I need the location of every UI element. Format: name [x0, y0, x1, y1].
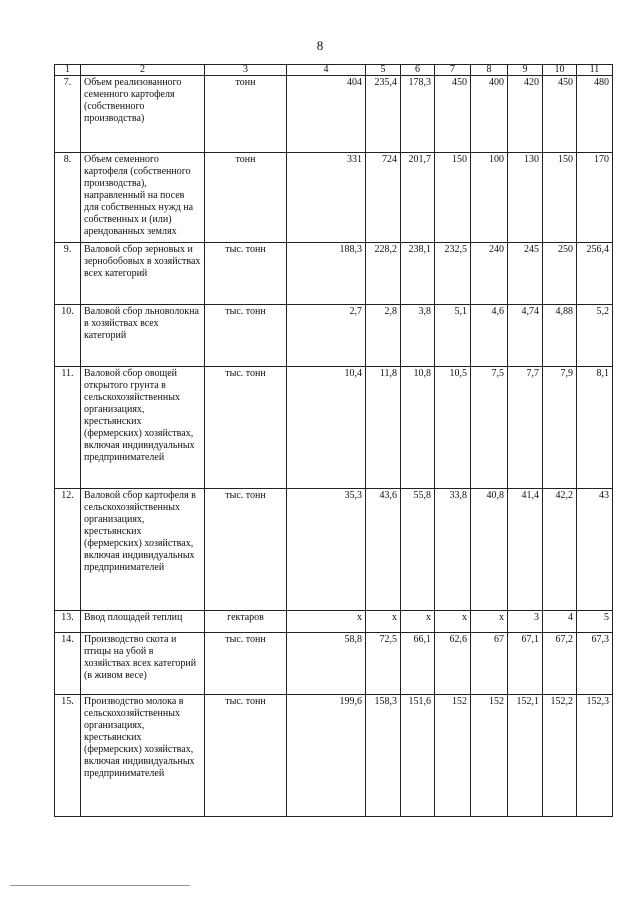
page-number: 8	[316, 38, 324, 53]
value-cell: 151,6	[401, 695, 435, 817]
indicator-name: Валовой сбор зерновых и зернобобовых в хозяйствах всех категорий	[81, 243, 205, 305]
value-cell: 152	[435, 695, 471, 817]
header-cell: 10	[543, 65, 577, 76]
value-cell: 66,1	[401, 633, 435, 695]
unit-cell: тыс. тонн	[205, 243, 287, 305]
value-cell: 40,8	[471, 489, 508, 611]
value-cell: 400	[471, 76, 508, 153]
value-cell: 150	[435, 153, 471, 243]
value-cell: 450	[435, 76, 471, 153]
header-cell: 3	[205, 65, 287, 76]
header-row	[55, 65, 613, 76]
unit-cell: тыс. тонн	[205, 633, 287, 695]
unit-cell: тыс. тонн	[205, 695, 287, 817]
value-cell: 4,6	[471, 305, 508, 367]
value-cell: 250	[543, 243, 577, 305]
unit-cell: тонн	[205, 153, 287, 243]
indicator-name: Валовой сбор картофеля в сельскохозяйственных организациях, крестьянских (фермерских) хозяйствах, включая индивидуальных предпринимателей	[81, 489, 205, 611]
header-cell: 9	[508, 65, 543, 76]
indicator-name: Ввод площадей теплиц	[81, 611, 205, 633]
row-number: 11.	[55, 367, 81, 489]
value-cell: 41,4	[508, 489, 543, 611]
value-cell: 170	[577, 153, 613, 243]
value-cell: 33,8	[435, 489, 471, 611]
value-cell: 43	[577, 489, 613, 611]
value-cell: 55,8	[401, 489, 435, 611]
value-cell: 43,6	[366, 489, 401, 611]
table-row	[55, 153, 613, 243]
value-cell: 245	[508, 243, 543, 305]
value-cell: х	[435, 611, 471, 633]
value-cell: 2,7	[287, 305, 366, 367]
unit-cell: тыс. тонн	[205, 489, 287, 611]
indicators-table	[54, 64, 613, 817]
value-cell: 404	[287, 76, 366, 153]
value-cell: 199,6	[287, 695, 366, 817]
header-cell: 1	[55, 65, 81, 76]
value-cell: 67,2	[543, 633, 577, 695]
header-cell: 4	[287, 65, 366, 76]
value-cell: 188,3	[287, 243, 366, 305]
table-row	[55, 76, 613, 153]
indicator-name: Производство скота и птицы на убой в хозяйствах всех категорий (в живом весе)	[81, 633, 205, 695]
table-row	[55, 305, 613, 367]
value-cell: 4	[543, 611, 577, 633]
value-cell: 450	[543, 76, 577, 153]
value-cell: х	[401, 611, 435, 633]
value-cell: 42,2	[543, 489, 577, 611]
value-cell: 3	[508, 611, 543, 633]
value-cell: 228,2	[366, 243, 401, 305]
value-cell: 7,7	[508, 367, 543, 489]
value-cell: 10,5	[435, 367, 471, 489]
header-cell: 8	[471, 65, 508, 76]
value-cell: 8,1	[577, 367, 613, 489]
value-cell: 232,5	[435, 243, 471, 305]
footer-divider	[10, 885, 190, 886]
value-cell: 240	[471, 243, 508, 305]
value-cell: 150	[543, 153, 577, 243]
value-cell: 72,5	[366, 633, 401, 695]
table-row	[55, 695, 613, 817]
row-number: 13.	[55, 611, 81, 633]
value-cell: 5	[577, 611, 613, 633]
value-cell: 7,5	[471, 367, 508, 489]
row-number: 14.	[55, 633, 81, 695]
value-cell: 5,1	[435, 305, 471, 367]
value-cell: х	[366, 611, 401, 633]
header-cell: 6	[401, 65, 435, 76]
value-cell: 152	[471, 695, 508, 817]
value-cell: 67,3	[577, 633, 613, 695]
value-cell: 152,3	[577, 695, 613, 817]
row-number: 9.	[55, 243, 81, 305]
value-cell: 152,1	[508, 695, 543, 817]
value-cell: 58,8	[287, 633, 366, 695]
value-cell: 235,4	[366, 76, 401, 153]
unit-cell: тыс. тонн	[205, 367, 287, 489]
table-row	[55, 367, 613, 489]
value-cell: 178,3	[401, 76, 435, 153]
value-cell: 62,6	[435, 633, 471, 695]
row-number: 8.	[55, 153, 81, 243]
value-cell: 724	[366, 153, 401, 243]
indicator-name: Валовой сбор льноволокна в хозяйствах всех категорий	[81, 305, 205, 367]
table-row	[55, 633, 613, 695]
unit-cell: тонн	[205, 76, 287, 153]
value-cell: 35,3	[287, 489, 366, 611]
row-number: 15.	[55, 695, 81, 817]
header-cell: 11	[577, 65, 613, 76]
value-cell: 130	[508, 153, 543, 243]
value-cell: 480	[577, 76, 613, 153]
unit-cell: гектаров	[205, 611, 287, 633]
value-cell: 5,2	[577, 305, 613, 367]
row-number: 7.	[55, 76, 81, 153]
value-cell: 11,8	[366, 367, 401, 489]
value-cell: 238,1	[401, 243, 435, 305]
header-cell: 2	[81, 65, 205, 76]
value-cell: 10,8	[401, 367, 435, 489]
value-cell: х	[287, 611, 366, 633]
unit-cell: тыс. тонн	[205, 305, 287, 367]
value-cell: 4,88	[543, 305, 577, 367]
value-cell: 3,8	[401, 305, 435, 367]
header-cell: 7	[435, 65, 471, 76]
indicator-name: Объем семенного картофеля (собственного производства), направленный на посев для собственных нужд на собственных и (или) арендованных землях	[81, 153, 205, 243]
value-cell: 100	[471, 153, 508, 243]
value-cell: 10,4	[287, 367, 366, 489]
indicator-name: Объем реализованного семенного картофеля (собственного производства)	[81, 76, 205, 153]
value-cell: 201,7	[401, 153, 435, 243]
value-cell: 67,1	[508, 633, 543, 695]
value-cell: 2,8	[366, 305, 401, 367]
value-cell: 7,9	[543, 367, 577, 489]
indicator-name: Производство молока в сельскохозяйственных организациях, крестьянских (фермерских) хозяйствах, включая индивидуальных предпринимателей	[81, 695, 205, 817]
value-cell: х	[471, 611, 508, 633]
value-cell: 152,2	[543, 695, 577, 817]
table-row	[55, 489, 613, 611]
row-number: 10.	[55, 305, 81, 367]
value-cell: 331	[287, 153, 366, 243]
value-cell: 420	[508, 76, 543, 153]
row-number: 12.	[55, 489, 81, 611]
table-row	[55, 243, 613, 305]
value-cell: 256,4	[577, 243, 613, 305]
value-cell: 4,74	[508, 305, 543, 367]
indicator-name: Валовой сбор овощей открытого грунта в сельскохозяйственных организациях, крестьянских (фермерских) хозяйствах, включая индивидуальных предпринимателей	[81, 367, 205, 489]
table-row	[55, 611, 613, 633]
value-cell: 67	[471, 633, 508, 695]
header-cell: 5	[366, 65, 401, 76]
value-cell: 158,3	[366, 695, 401, 817]
